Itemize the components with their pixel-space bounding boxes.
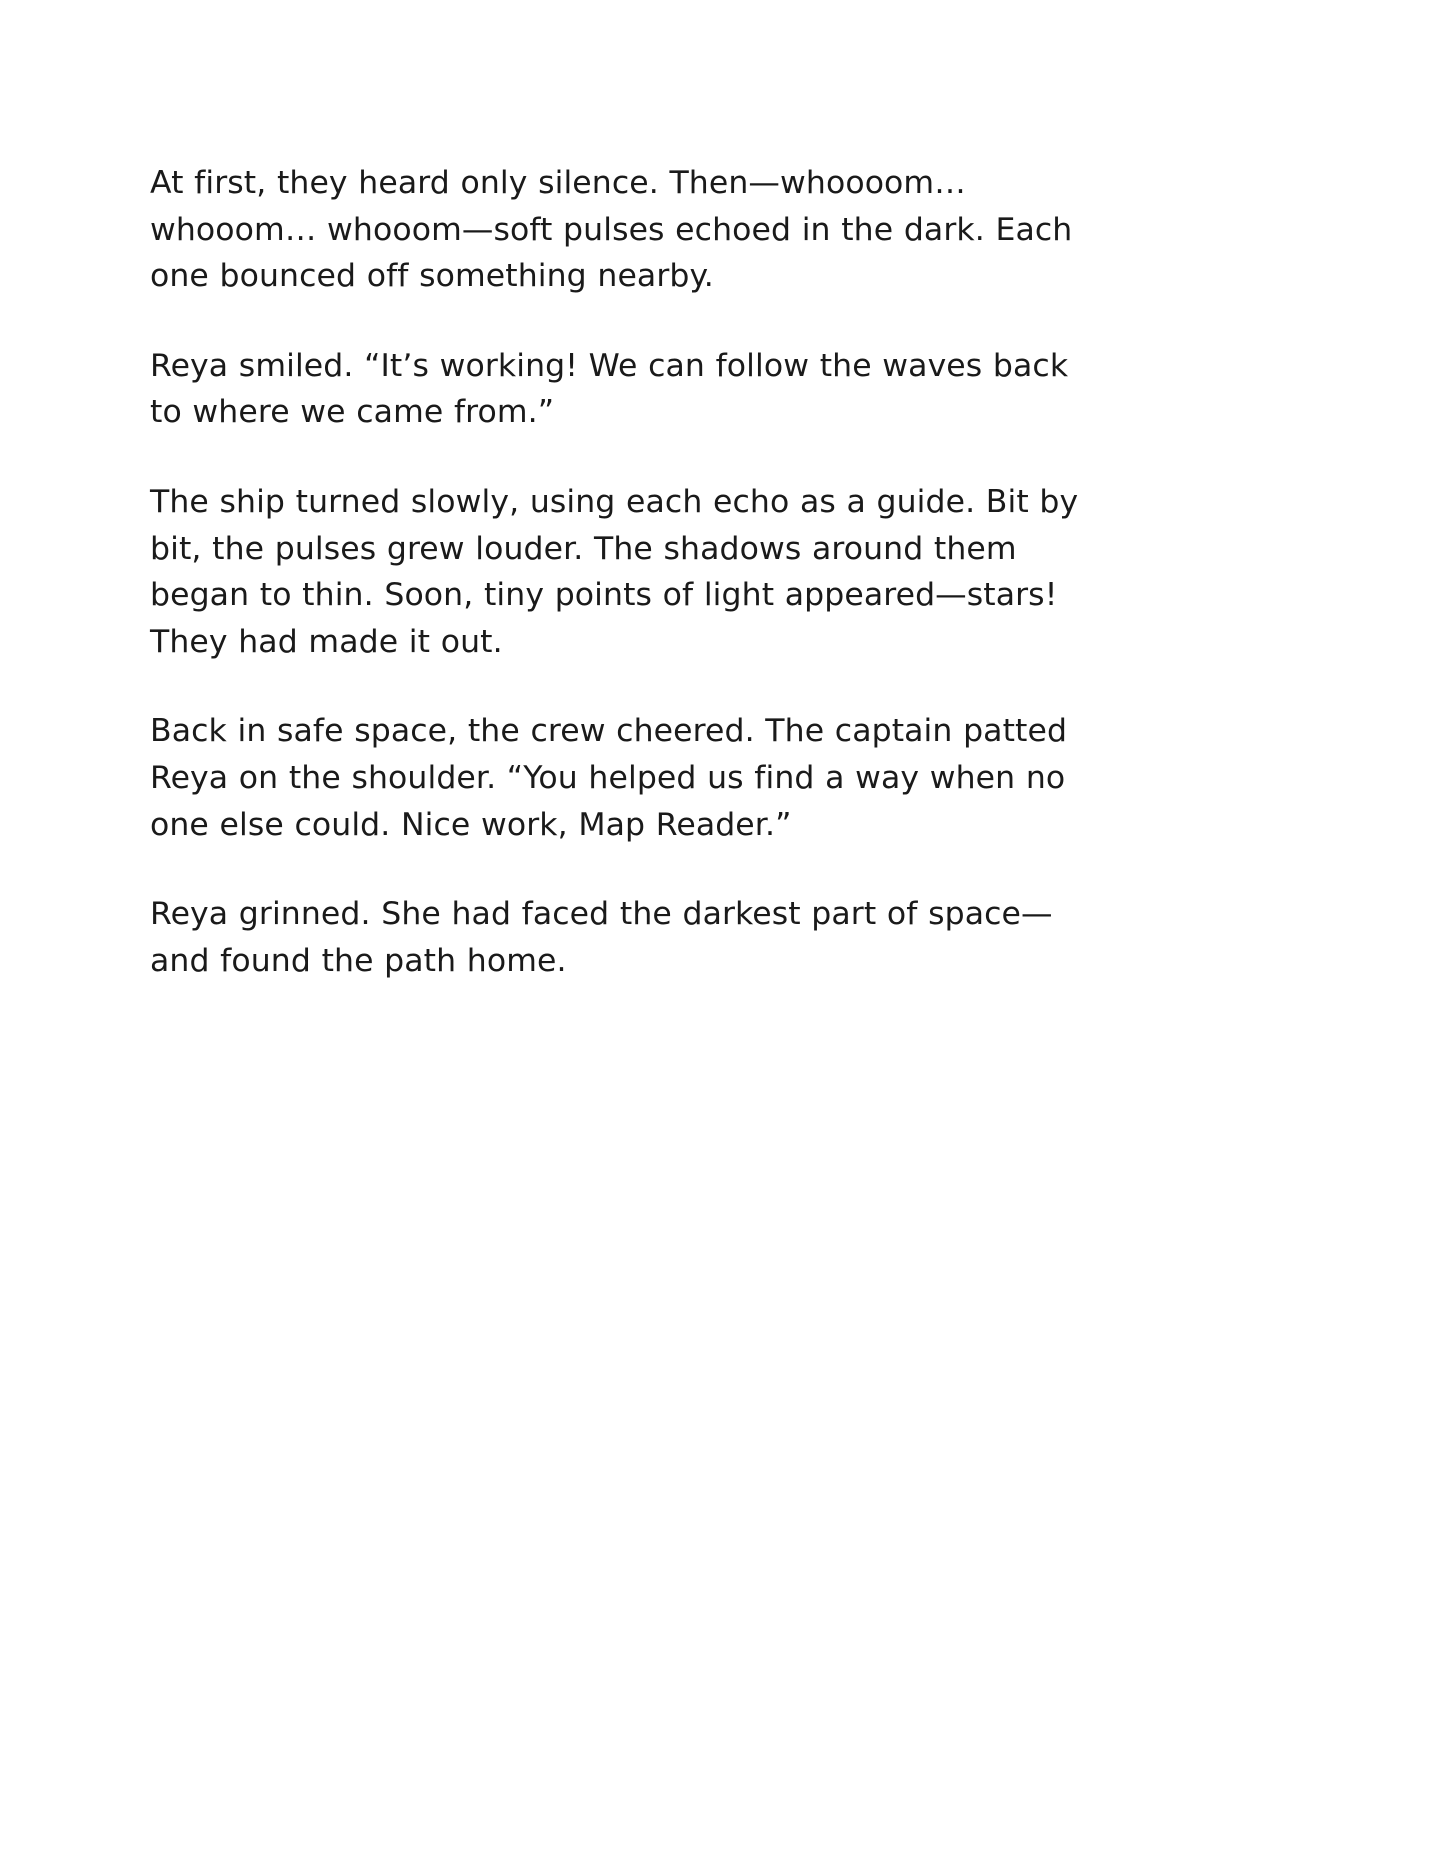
paragraph: Back in safe space, the crew cheered. The captain patted Reya on the shoulder. “You helped us find a way when no one else could. Nice work, Map Reader.” [150,713,1068,843]
paragraph: The ship turned slowly, using each echo as a guide. Bit by bit, the pulses grew louder. The shadows around them began to thin. Soon, tiny points of light appeared—stars! They had made it out. [150,484,1079,660]
paragraph: Reya grinned. She had faced the darkest part of space—and found the path home. [150,896,1053,979]
paragraph: At first, they heard only silence. Then—whoooom… whooom… whooom—soft pulses echoed in the dark. Each one bounced off something nearby. [150,165,1073,295]
paragraph: Reya smiled. “It’s working! We can follow the waves back to where we came from.” [150,347,1069,431]
document-body [150,160,1095,985]
